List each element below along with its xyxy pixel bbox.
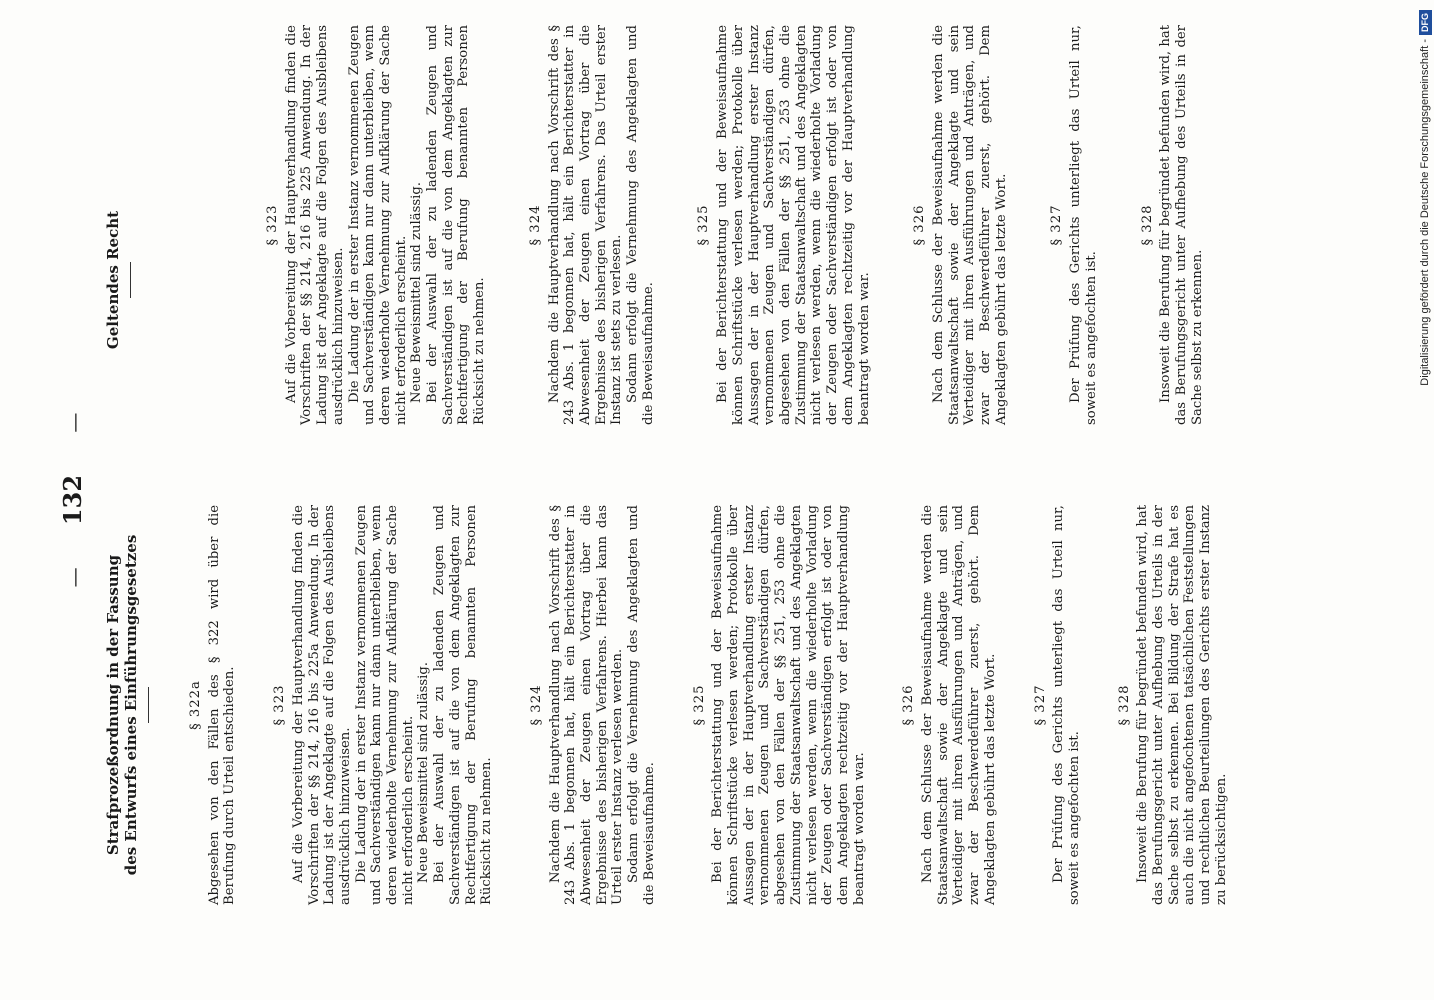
section-paragraph: Insoweit die Berufung für begründet befunden wird, hat das Berufungsgericht unter Aufhebung des Urteils in der Sache selbst zu erkennen. — [1158, 25, 1205, 425]
left-section-326 — [901, 505, 998, 905]
right-section-324 — [528, 25, 657, 425]
section-title: § 328 — [1116, 684, 1132, 726]
left-section-322a — [188, 505, 238, 905]
section-paragraph: Neue Beweismittel sind zulässig. — [409, 182, 425, 403]
left-section-323 — [272, 505, 495, 905]
digitization-credit-sidebar — [1416, 0, 1434, 1000]
section-title: § 328 — [1139, 204, 1155, 246]
section-paragraph: Abgesehen von den Fällen des § 322 wird über die Berufung durch Urteil entschieden. — [206, 505, 238, 905]
section-paragraph: Sodann erfolgt die Vernehmung des Angeklagten und die Beweisaufnahme. — [626, 505, 657, 905]
digitization-credit-text: Digitalisierung gefördert durch die Deutsche Forschungsgemeinschaft - — [1419, 39, 1431, 386]
page-number-dash-right: — — [62, 412, 86, 433]
left-column-heading — [104, 505, 149, 905]
section-paragraph: Der Prüfung des Gerichts unterliegt das Urteil nur, soweit es angefochten ist. — [1051, 505, 1082, 905]
section-paragraph: Der Prüfung des Gerichts unterliegt das Urteil nur, soweit es angefochten ist. — [1068, 25, 1099, 425]
section-paragraph: Nachdem die Hauptverhandlung nach Vorschrift des § 243 Abs. 1 begonnen hat, hält ein Berichterstatter in Abwesenheit der Zeugen einen Vortrag über die Ergebnisse des bisherigen Verfahrens. Hierbei kann das Urteil erster Instanz verlesen werden. — [547, 505, 626, 905]
section-paragraph: Insoweit die Berufung für begründet befunden wird, hat das Berufungsgericht unter Aufhebung des Urteils in der Sache selbst zu erkennen. Bei Bildung der Strafe hat es auch die nicht angefochtenen tatsächlichen Feststellungen und rechtlichen Beurteilungen des Gerichts erster Instanz zu berücksichtigen. — [1135, 505, 1229, 905]
right-section-327 — [1049, 25, 1099, 425]
section-title: § 326 — [912, 204, 928, 246]
section-paragraph: Bei der Berichterstattung und der Beweisaufnahme können Schriftstücke verlesen werden; Protokolle über Aussagen der in der Hauptverhandlung erster Instanz vernommenen Zeugen und Sachverständigen dürfen, abgesehen von den Fällen der §§ 251, 253 ohne die Zustimmung der Staatsanwaltschaft und des Angeklagten nicht verlesen werden, wenn die wiederholte Vorladung der Zeugen oder Sachverständigen erfolgt ist oder von dem Angeklagten rechtzeitig vor der Hauptverhandlung beantragt worden war. — [710, 505, 867, 905]
left-section-328 — [1117, 505, 1230, 905]
left-heading-rule — [148, 687, 149, 723]
section-title: § 323 — [272, 684, 288, 726]
section-title: § 324 — [528, 684, 544, 726]
section-title: § 327 — [1049, 204, 1065, 246]
right-heading-rule — [130, 262, 131, 298]
section-paragraph: Auf die Vorbereitung der Hauptverhandlung finden die Vorschriften der §§ 214, 216 bis 225a Anwendung. In der Ladung ist der Angeklagte auf die Folgen des Ausbleibens ausdrücklich hinzuweisen. — [290, 505, 353, 905]
section-title: § 327 — [1032, 684, 1048, 726]
section-paragraph: Bei der Auswahl der zu ladenden Zeugen und Sachverständigen ist auf die von dem Angeklagten zur Rechtfertigung der Berufung benannten Personen Rücksicht zu nehmen. — [425, 25, 488, 425]
section-paragraph: Neue Beweismittel sind zulässig. — [416, 662, 432, 883]
section-paragraph: Nach dem Schlusse der Beweisaufnahme werden die Staatsanwaltschaft sowie der Angeklagte und sein Verteidiger mit ihren Ausführungen und Anträgen, und zwar der Beschwerdeführer zuerst, gehört. Dem Angeklagten gebührt das letzte Wort. — [930, 25, 1009, 425]
section-paragraph: Nachdem die Hauptverhandlung nach Vorschrift des § 243 Abs. 1 begonnen hat, hält ein Berichterstatter in Abwesenheit der Zeugen einen Vortrag über die Ergebnisse des bisherigen Verfahrens. Das Urteil erster Instanz ist stets zu verlesen. — [546, 25, 625, 425]
section-paragraph: Nach dem Schlusse der Beweisaufnahme werden die Staatsanwaltschaft sowie der Angeklagte und sein Verteidiger mit ihren Ausführungen und Anträgen, und zwar der Beschwerdeführer zuerst, gehört. Dem Angeklagten gebührt das letzte Wort. — [920, 505, 998, 905]
right-section-325 — [696, 25, 872, 425]
right-section-323 — [265, 25, 488, 425]
section-title: § 326 — [901, 684, 917, 726]
section-paragraph: Auf die Vorbereitung der Hauptverhandlung finden die Vorschriften der §§ 214, 216 bis 225 Anwendung. In der Ladung ist der Angeklagte auf die Folgen des Ausbleibens ausdrücklich hinzuweisen. — [283, 25, 346, 425]
section-title: § 322a — [188, 680, 203, 730]
section-title: § 325 — [691, 684, 707, 726]
section-title: § 324 — [527, 204, 543, 246]
left-section-327 — [1033, 505, 1083, 905]
section-paragraph: Sodann erfolgt die Vernehmung des Angeklagten und die Beweisaufnahme. — [625, 25, 656, 425]
right-heading-text: Geltendes Recht — [104, 210, 122, 350]
left-column — [188, 505, 1230, 905]
left-heading-line-1: Strafprozeßordnung in der Fassung — [104, 554, 122, 856]
right-section-326 — [912, 25, 1009, 425]
dfg-logo: DFG — [1419, 10, 1432, 35]
left-heading-line-2: des Entwurfs eines Einführungsgesetzes — [122, 534, 140, 876]
page-number: 132 — [58, 474, 87, 526]
digitization-credit — [1416, 10, 1434, 1000]
section-title: § 325 — [696, 204, 712, 246]
right-section-328 — [1140, 25, 1206, 425]
section-paragraph: Die Ladung der in erster Instanz vernommenen Zeugen und Sachverständigen kann nur dann unterbleiben, wenn deren wiederholte Vernehmung zur Aufklärung der Sache nicht erforderlich erscheint. — [346, 25, 409, 425]
left-section-324 — [529, 505, 658, 905]
section-title: § 323 — [265, 204, 280, 246]
section-paragraph: Die Ladung der in erster Instanz vernommenen Zeugen und Sachverständigen kann nur dann unterbleiben, wenn deren wiederholte Vernehmung zur Aufklärung der Sache nicht erforderlich erscheint. — [353, 505, 416, 905]
right-column — [265, 25, 1205, 425]
page-number-line — [58, 0, 87, 1000]
right-column-heading — [104, 130, 131, 430]
section-paragraph: Bei der Berichterstattung und der Beweisaufnahme können Schriftstücke verlesen werden; Protokolle über Aussagen der in der Hauptverhandlung erster Instanz vernommenen Zeugen und Sachverständigen dürfen, abgesehen von den Fällen der §§ 251, 253 ohne die Zustimmung der Staatsanwaltschaft und des Angeklagten nicht verlesen werden, wenn die wiederholte Vorladung der Zeugen oder Sachverständigen erfolgt ist oder von dem Angeklagten rechtzeitig vor der Hauptverhandlung beantragt worden war. — [715, 25, 872, 425]
page-number-dash-left: — — [62, 567, 86, 588]
left-section-325 — [692, 505, 868, 905]
section-paragraph: Bei der Auswahl der zu ladenden Zeugen und Sachverständigen ist auf die von dem Angeklagten zur Rechtfertigung der Berufung benannten Personen Rücksicht zu nehmen. — [432, 505, 495, 905]
